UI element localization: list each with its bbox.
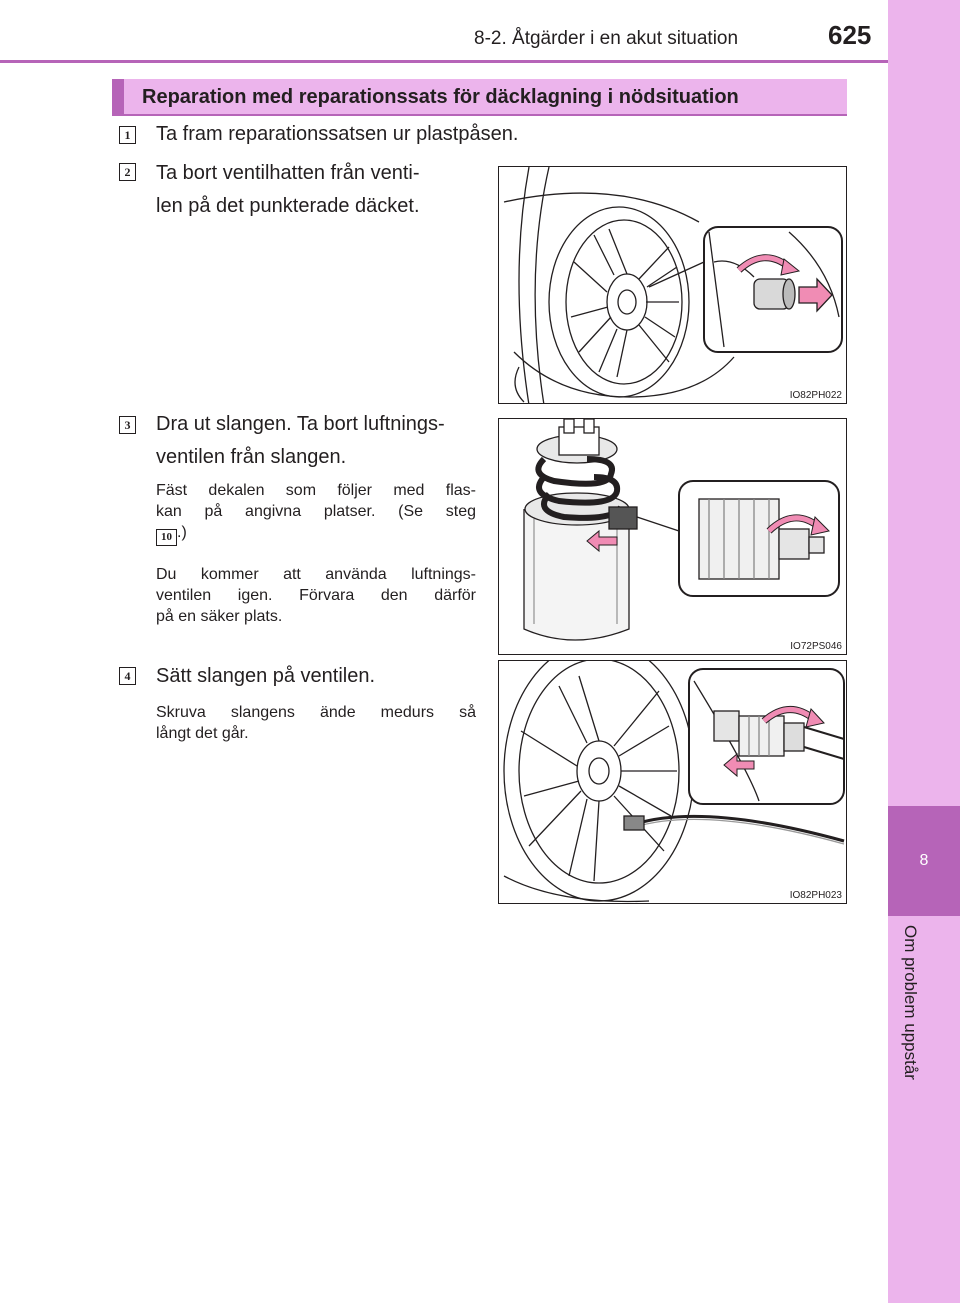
figure-code: IO82PH023 [789,890,842,901]
section-banner [112,79,847,114]
step-3-line1: Dra ut slangen. Ta bort luftnings- [156,413,445,435]
step-1-number: 1 [119,126,136,144]
banner-divider [112,114,847,116]
step-4-text: Sätt slangen på ventilen. [156,665,376,687]
figure-valve-cap [498,166,847,404]
step-3-note-1-line1: Fäst dekalen som följer med flas- [156,482,476,499]
step-3-text [156,408,476,474]
step-4-note-1-line1: Skruva slangens ände medurs så [156,704,476,721]
figure-attach-hose [498,660,847,904]
step-4-number: 4 [119,667,136,685]
page-number: 625 [828,20,872,50]
step-3-note-2-line2: ventilen igen. Förvara den därför [156,587,476,604]
figure-code: IO82PH022 [789,390,842,401]
step-2-number: 2 [119,163,136,181]
step-3-note-2-line1: Du kommer att använda luftnings- [156,566,476,583]
step-3-note-1-line2: kan på angivna platser. (Se steg [156,503,476,520]
chapter-number: 8 [919,852,929,869]
step-4-note-1-line2: långt det går. [156,725,249,742]
step-3-note-2-line3: på en säker plats. [156,608,283,625]
figure-code: IO72PS046 [790,641,842,652]
step-2-text [156,157,476,223]
step-4-note-1 [156,702,476,744]
header-divider [0,60,888,63]
step-3-note-2 [156,564,476,627]
sealant-bottle-hose-illustration [499,419,847,655]
step-3-line2: ventilen från slangen. [156,446,347,468]
wheel-hose-attach-illustration [499,661,847,904]
step-1-text: Ta fram reparationssatsen ur plastpåsen. [156,123,519,145]
section-title: 8-2. Åtgärder i en akut situation [474,28,739,49]
step-2-line1: Ta bort ventilhatten från venti- [156,162,420,184]
wheel-valve-cap-illustration [499,167,847,404]
step-3-note-1-end: .) [177,524,187,541]
step-3-note-1-line3 [156,522,476,546]
step-reference-box: 10 [156,529,177,546]
step-2-line2: len på det punkterade däcket. [156,195,420,217]
step-3-number: 3 [119,416,136,434]
banner-title: Reparation med reparationssats för däcklagning i nödsituation [142,86,739,108]
chapter-title: Om problem uppstår [901,925,920,1080]
step-3-note-1 [156,480,476,546]
figure-hose [498,418,847,655]
